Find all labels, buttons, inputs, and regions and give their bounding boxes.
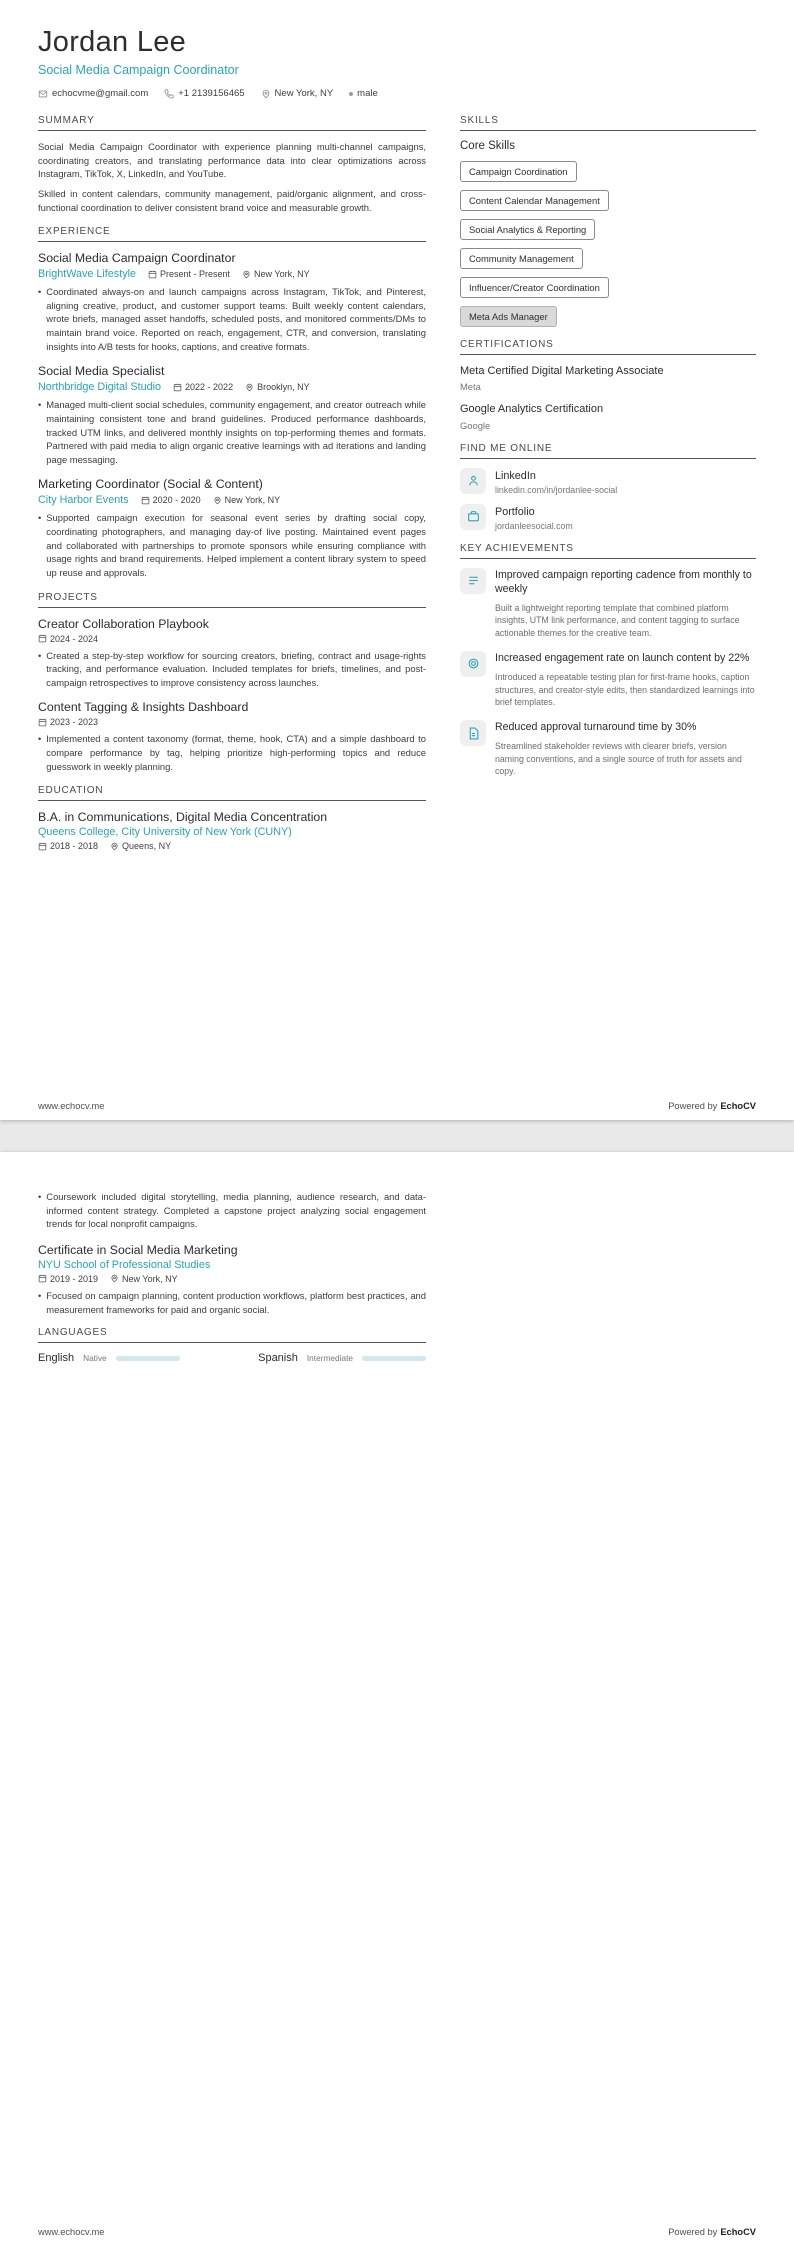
education-location: [110, 841, 171, 851]
language-level: Intermediate: [306, 1353, 353, 1364]
contact-location-text: New York, NY: [274, 88, 334, 99]
skill-tag: Content Calendar Management: [460, 190, 609, 211]
target-icon: [460, 651, 486, 677]
calendar-icon: [38, 718, 47, 727]
language-proficiency-bar: [116, 1356, 180, 1361]
achievement-item: [460, 568, 756, 640]
bullet-text: • Focused on campaign planning, content production workflows, platform best practices, and measurement frameworks for paid and organic social.: [46, 1289, 426, 1315]
certification-issuer: Meta: [460, 381, 481, 393]
contact-gender-text: male: [357, 88, 378, 99]
section-experience: [38, 226, 426, 579]
job-dates-text: Present - Present: [160, 269, 231, 280]
online-profile-url[interactable]: linkedin.com/in/jordanlee-social: [495, 484, 618, 495]
achievement-title: Increased engagement rate on launch content by 22%: [495, 651, 750, 664]
language-proficiency-bar: [362, 1356, 426, 1361]
resume-header: [38, 26, 756, 99]
bullet-item: [38, 511, 426, 579]
job-location: [213, 495, 281, 505]
job-location: [245, 382, 310, 392]
experience-item: [38, 364, 426, 466]
education-location-text: New York, NY: [122, 1273, 178, 1284]
achievement-title: Improved campaign reporting cadence from monthly to weekly: [495, 568, 752, 595]
left-column: [38, 115, 426, 863]
contact-location: [261, 88, 334, 99]
page-footer: [38, 1101, 756, 1111]
document-icon: [460, 720, 486, 746]
calendar-icon: [173, 383, 182, 392]
project-dates-text: 2024 - 2024: [50, 633, 99, 644]
job-title: Social Media Specialist: [38, 364, 165, 379]
summary-paragraph: Social Media Campaign Coordinator with experience planning multi-channel campaigns, coordinating creators, and translating performance data into clear optimizations across Instagram, TikTok, X, LinkedIn, and YouTube.: [38, 141, 426, 180]
location-icon: [110, 1274, 119, 1283]
calendar-icon: [148, 270, 157, 279]
section-key-achievements: [460, 543, 756, 779]
resume-page-1: [0, 0, 794, 1120]
report-icon: [460, 568, 486, 594]
online-profile-text: [495, 504, 573, 531]
section-certifications: [460, 339, 756, 431]
skill-tag: Influencer/Creator Coordination: [460, 277, 609, 298]
language-level: Native: [83, 1353, 107, 1364]
bullet-text: • Supported campaign execution for seasonal event series by drafting social copy, coordinating photographers, and managing day-of live posting. Maintained event pages and collaborated with partnerships to promote sponsors while ensuring compliance with usage rights and brand requirements. Helped implement a content library system to speed up reuse and approvals.: [46, 512, 426, 578]
resume-columns: [38, 115, 756, 863]
online-profile-item: [460, 504, 756, 531]
contact-row: [38, 88, 756, 99]
bullet-text: • Coursework included digital storytelling, media planning, audience research, and data-informed content strategy. Completed a capstone project analyzing social engagement trends for local nonprofit campaigns.: [46, 1191, 426, 1230]
job-title: Marketing Coordinator (Social & Content): [38, 477, 263, 492]
skill-tag: Community Management: [460, 248, 583, 269]
job-meta: [38, 381, 426, 393]
location-icon: [261, 89, 271, 99]
certification-issuer: Google: [460, 419, 491, 431]
calendar-icon: [141, 496, 150, 505]
footer-site-link[interactable]: www.echocv.me: [38, 1101, 105, 1111]
project-title: Content Tagging & Insights Dashboard: [38, 700, 249, 715]
location-icon: [245, 383, 254, 392]
job-dates: [141, 495, 201, 505]
skill-tag-row: [460, 306, 756, 327]
calendar-icon: [38, 1274, 47, 1283]
footer-powered: [668, 2227, 756, 2237]
education-location-text: Queens, NY: [122, 841, 172, 852]
online-profile-item: [460, 468, 756, 495]
section-find-me-online: [460, 443, 756, 531]
job-dates-text: 2020 - 2020: [152, 495, 201, 506]
company-name: Northbridge Digital Studio: [38, 381, 162, 394]
resume-page-2: [0, 1152, 794, 2246]
calendar-icon: [38, 842, 47, 851]
project-item: [38, 700, 426, 773]
online-profile-label: Portfolio: [495, 505, 535, 518]
bullet-text: • Managed multi-client social schedules, community engagement, and creator outreach while maintaining consistent tone and brand guidelines. Produced performance dashboards, tracked UTM links, and delivered monthly insights on top-performing themes and formats. Partnered with paid media to align organic creative learnings with ad iterations and landing page messaging.: [46, 399, 426, 465]
certification-item: [460, 402, 756, 430]
footer-brand: EchoCV: [720, 2227, 756, 2237]
footer-powered: [668, 1101, 756, 1111]
job-title: Social Media Campaign Coordinator: [38, 251, 236, 266]
language-name: Spanish: [258, 1352, 298, 1365]
footer-powered-text: Powered by: [668, 2227, 718, 2237]
experience-item: [38, 251, 426, 353]
certification-item: [460, 364, 756, 392]
education-dates-text: 2019 - 2019: [50, 1273, 99, 1284]
section-education: [38, 785, 426, 851]
job-location-text: New York, NY: [224, 495, 281, 506]
portfolio-icon: [460, 504, 486, 530]
job-meta: [38, 268, 426, 280]
skills-group-title: Core Skills: [460, 140, 515, 152]
job-dates: [148, 269, 230, 279]
job-dates-text: 2022 - 2022: [185, 382, 234, 393]
phone-icon: [164, 89, 174, 99]
online-profile-text: [495, 468, 617, 495]
contact-email-text: echocvme@gmail.com: [52, 88, 149, 99]
section-skills: [460, 115, 756, 327]
find-me-online-heading: FIND ME ONLINE: [460, 443, 756, 459]
achievement-item: [460, 720, 756, 778]
degree-title: Certificate in Social Media Marketing: [38, 1242, 238, 1257]
gender-icon: [349, 92, 353, 96]
project-title: Creator Collaboration Playbook: [38, 616, 209, 631]
school-name: NYU School of Professional Studies: [38, 1258, 211, 1271]
skill-tag-row: [460, 161, 756, 182]
job-location: [242, 269, 310, 279]
candidate-title: Social Media Campaign Coordinator: [38, 63, 239, 77]
skill-tag-row: [460, 248, 756, 269]
section-summary: [38, 115, 426, 214]
online-profile-label: LinkedIn: [495, 469, 536, 482]
bullet-item: [38, 649, 426, 690]
resume-columns: [38, 1190, 756, 1376]
education-heading: EDUCATION: [38, 785, 426, 801]
education-item: [38, 1243, 426, 1316]
achievement-item: [460, 651, 756, 709]
education-dates: [38, 841, 98, 851]
contact-email: [38, 88, 148, 99]
achievement-description: Introduced a repeatable testing plan for first-frame hooks, caption structures, and creator-style edits, then standardized learnings into brief templates.: [495, 671, 755, 708]
language-item: [258, 1352, 426, 1364]
skill-tag: Social Analytics & Reporting: [460, 219, 595, 240]
skills-heading: SKILLS: [460, 115, 756, 131]
project-dates-text: 2023 - 2023: [50, 717, 99, 728]
section-languages: [38, 1327, 426, 1364]
contact-phone-text: +1 2139156465: [178, 88, 245, 99]
contact-gender: [349, 88, 378, 99]
location-icon: [213, 496, 222, 505]
right-column: [460, 115, 756, 863]
school-name: Queens College, City University of New York (CUNY): [38, 826, 292, 839]
skill-tag: Campaign Coordination: [460, 161, 577, 182]
summary-paragraph: Skilled in content calendars, community management, paid/organic alignment, and cross-functional coordination to deliver consistent brand voice and measurable growth.: [38, 187, 426, 213]
location-icon: [242, 270, 251, 279]
language-name: English: [38, 1352, 75, 1365]
achievement-description: Built a lightweight reporting template that combined platform insights, UTM link performance, and content tagging to surface actionable themes for the creative team.: [495, 602, 740, 639]
bullet-text: • Implemented a content taxonomy (format, theme, hook, CTA) and a simple dashboard to compare performance by tag, helping prioritize high-performing topics and reduce guesswork in weekly planning.: [46, 733, 426, 772]
job-location-text: Brooklyn, NY: [257, 382, 310, 393]
education-location: [110, 1274, 178, 1284]
footer-powered-text: Powered by: [668, 1101, 718, 1111]
languages-heading: LANGUAGES: [38, 1327, 426, 1343]
job-location-text: New York, NY: [254, 269, 310, 280]
company-name: BrightWave Lifestyle: [38, 268, 137, 281]
experience-heading: EXPERIENCE: [38, 226, 426, 242]
skill-tag-row: [460, 277, 756, 298]
bullet-item: [38, 732, 426, 773]
achievement-text: [495, 651, 756, 709]
education-meta: [38, 841, 426, 851]
job-meta: [38, 494, 426, 506]
job-dates: [173, 382, 233, 392]
footer-brand: EchoCV: [720, 1101, 756, 1111]
location-icon: [110, 842, 119, 851]
achievement-title: Reduced approval turnaround time by 30%: [495, 721, 697, 733]
online-profile-url[interactable]: jordanleesocial.com: [495, 520, 573, 531]
skill-tag-row: [460, 219, 756, 240]
bullet-item: [38, 398, 426, 466]
bullet-text: • Created a step-by-step workflow for sourcing creators, briefing, contract and usage-rights tracking, and performance evaluation. Included templates for briefs, timelines, and post-campaign retrospectives to improve consistency across launches.: [46, 649, 426, 688]
education-dates-text: 2018 - 2018: [50, 841, 99, 852]
skill-tag: Meta Ads Manager: [460, 306, 557, 327]
calendar-icon: [38, 634, 47, 643]
project-meta: [38, 717, 426, 727]
degree-title: B.A. in Communications, Digital Media Concentration: [38, 810, 328, 825]
company-name: City Harbor Events: [38, 494, 129, 507]
skill-tag-row: [460, 190, 756, 211]
projects-heading: PROJECTS: [38, 592, 426, 608]
section-projects: [38, 592, 426, 774]
bullet-item: [38, 1289, 426, 1316]
certification-name: Meta Certified Digital Marketing Associate: [460, 365, 664, 377]
candidate-name: Jordan Lee: [38, 26, 187, 58]
achievement-text: [495, 720, 756, 778]
achievement-text: [495, 568, 756, 640]
page-footer: [38, 2227, 756, 2237]
project-dates: [38, 634, 98, 644]
achievement-description: Streamlined stakeholder reviews with clearer briefs, version naming conventions, and a single source of truth for assets and copy.: [495, 740, 742, 777]
email-icon: [38, 89, 48, 99]
language-item: [38, 1352, 180, 1364]
experience-item: [38, 477, 426, 579]
footer-site-link[interactable]: www.echocv.me: [38, 2227, 105, 2237]
right-column: [460, 1190, 756, 1376]
bullet-item: [38, 285, 426, 353]
project-meta: [38, 634, 426, 644]
project-dates: [38, 717, 98, 727]
contact-phone: [164, 88, 244, 99]
left-column: [38, 1190, 426, 1376]
bullet-item: [38, 1190, 426, 1231]
education-dates: [38, 1274, 98, 1284]
languages-row: [38, 1352, 426, 1364]
certification-name: Google Analytics Certification: [460, 403, 604, 416]
certifications-heading: CERTIFICATIONS: [460, 339, 756, 355]
linkedin-icon: [460, 468, 486, 494]
bullet-text: • Coordinated always-on and launch campaigns across Instagram, TikTok, and Pinterest, aligning creative, product, and customer support teams. Built weekly content calendars, wrote briefs, managed asset handoffs, scheduled posts, and monitored comments/DMs to maintain brand voice. Reported on reach, engagement, CTR, and conversion, translating insights into A/B tests for hooks, captions, and creative formats.: [46, 286, 426, 352]
summary-heading: SUMMARY: [38, 115, 426, 131]
key-achievements-heading: KEY ACHIEVEMENTS: [460, 543, 756, 559]
education-meta: [38, 1274, 426, 1284]
education-item: [38, 810, 426, 851]
project-item: [38, 617, 426, 690]
